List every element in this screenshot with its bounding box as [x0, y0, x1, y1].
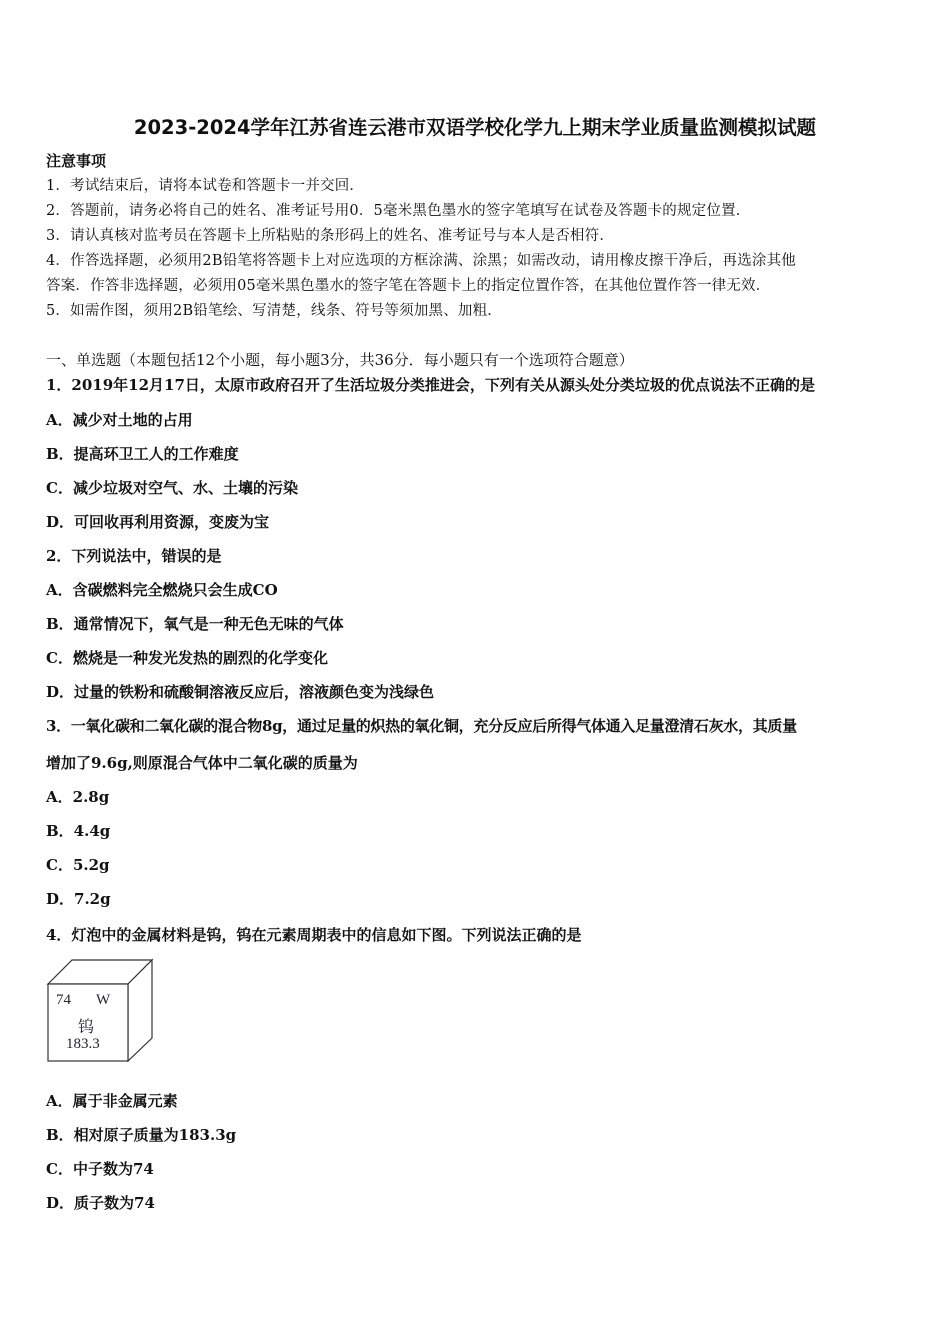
option: B．4.4g — [46, 822, 111, 840]
atomic-mass: 183.3 — [66, 1036, 100, 1052]
section-heading: 一、单选题（本题包括12个小题，每小题3分，共36分．每小题只有一个选项符合题意） — [46, 351, 634, 369]
page-title: 2023-2024学年江苏省连云港市双语学校化学九上期末学业质量监测模拟试题 — [133, 116, 817, 139]
note-item: 4．作答选择题，必须用2B铅笔将答题卡上对应选项的方框涂满、涂黑；如需改动，请用橡皮擦干净后，再选涂其他 — [46, 253, 797, 269]
option: B．通常情况下，氧气是一种无色无味的气体 — [46, 615, 344, 633]
note-item: 2．答题前，请务必将自己的姓名、准考证号用0．5毫米黑色墨水的签字笔填写在试卷及答题卡的规定位置． — [46, 203, 751, 219]
question-stem: 4．灯泡中的金属材料是钨，钨在元素周期表中的信息如下图。下列说法正确的是 — [46, 926, 582, 944]
option: C．中子数为74 — [46, 1160, 154, 1178]
option: D．7.2g — [46, 890, 111, 908]
element-tile-figure — [46, 958, 154, 1062]
element-name: 钨 — [78, 1017, 95, 1036]
note-item: 3．请认真核对监考员在答题卡上所粘贴的条形码上的姓名、准考证号与本人是否相符． — [46, 228, 615, 244]
option: A．减少对土地的占用 — [46, 411, 193, 429]
note-item: 答案．作答非选择题，必须用05毫米黑色墨水的签字笔在答题卡上的指定位置作答，在其他位置作答一律无效． — [46, 278, 771, 294]
option: A．含碳燃料完全燃烧只会生成CO — [46, 581, 278, 599]
atomic-number: 74 — [56, 992, 71, 1008]
notes-heading: 注意事项 — [46, 152, 107, 170]
cube-outline — [46, 958, 154, 1062]
option: A．2.8g — [46, 788, 110, 806]
option: D．质子数为74 — [46, 1194, 155, 1212]
element-symbol: W — [96, 992, 111, 1008]
option: C．减少垃圾对空气、水、土壤的污染 — [46, 479, 298, 497]
option: C．5.2g — [46, 856, 110, 874]
question-stem: 2．下列说法中，错误的是 — [46, 547, 222, 565]
option: B．相对原子质量为183.3g — [46, 1126, 237, 1144]
question-stem: 3．一氧化碳和二氧化碳的混合物8g，通过足量的炽热的氧化铜，充分反应后所得气体通入足量澄清石灰水，其质量 — [46, 717, 797, 735]
question-stem: 1．2019年12月17日，太原市政府召开了生活垃圾分类推进会，下列有关从源头处分类垃圾的优点说法不正确的是 — [46, 376, 815, 394]
question-stem-cont: 增加了9.6g,则原混合气体中二氧化碳的质量为 — [46, 754, 358, 772]
option: B．提高环卫工人的工作难度 — [46, 445, 239, 463]
note-item: 1．考试结束后，请将本试卷和答题卡一并交回． — [46, 178, 365, 194]
note-item: 5．如需作图，须用2B铅笔绘、写清楚，线条、符号等须加黑、加粗． — [46, 303, 503, 319]
option: D．过量的铁粉和硫酸铜溶液反应后，溶液颜色变为浅绿色 — [46, 683, 435, 701]
option: C．燃烧是一种发光发热的剧烈的化学变化 — [46, 649, 328, 667]
option: D．可回收再利用资源，变废为宝 — [46, 513, 270, 531]
option: A．属于非金属元素 — [46, 1092, 178, 1110]
